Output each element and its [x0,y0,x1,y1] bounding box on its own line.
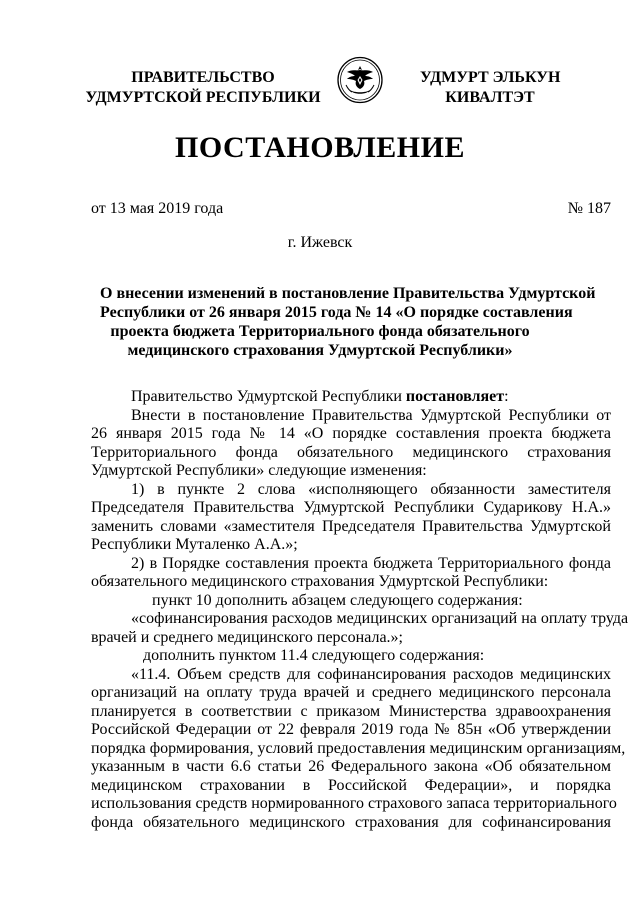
intro-colon: : [504,388,509,405]
body-line: организаций на оплату труда врачей и среднего медицинского персонала [91,684,611,701]
document-type-heading: ПОСТАНОВЛЕНИЕ [175,131,465,164]
body-line: Российской Федерации от 22 февраля 2019 года № 85н «Об утверждении [91,721,611,738]
document-title [100,284,596,360]
body-line: Территориального фонда обязательного медицинского страхования [91,443,611,461]
body-line: фонда обязательного медицинского страхования для софинансирования [91,813,611,831]
title-line: О внесении изменений в постановление Правительства Удмуртской [100,285,596,302]
header-right-line: КИВАЛТЭТ [445,89,535,106]
body-line: 1) в пункте 2 слова «исполняющего обязанности заместителя [131,480,611,498]
body-line: использования средств нормированного страхового запаса территориального [91,795,617,812]
title-line: медицинского страхования Удмуртской Республики» [127,342,513,359]
title-line: проекта бюджета Территориального фонда обязательного [110,323,530,340]
body-line: Внести в постановление Правительства Удмуртской Республики от [131,406,611,424]
body-line: 26 января 2015 года № 14 «О порядке составления проекта бюджета [91,425,611,442]
udmurt-coat-of-arms-icon [336,56,384,104]
body-line: обязательного медицинского страхования Удмуртской Республики: [91,573,549,590]
header-right-org [420,68,560,108]
document-city: г. Ижевск [287,234,353,251]
body-line: медицинском страховании в Российской Федерации», и порядка [91,776,611,794]
header-left-line: УДМУРТСКОЙ РЕСПУБЛИКИ [85,89,321,106]
body-line: порядка формирования, условий предоставления медицинским организациям, [91,739,626,757]
document-number: № 187 [567,200,611,217]
body-line: дополнить пунктом 11.4 следующего содержания: [143,647,485,664]
body-line: «софинансирования расходов медицинских организаций на оплату труда [131,610,629,627]
body-line: Председателя Правительства Удмуртской Республики Сударикову Н.А.» [91,499,611,516]
document-body [91,388,629,832]
body-line: заменить словами «заместителя Председателя Правительства Удмуртской [91,517,611,535]
header-left-org [84,68,322,108]
body-line: планируется в соответствии с приказом Министерства здравоохранения [91,702,611,720]
intro-text: Правительство Удмуртской Республики [131,388,406,405]
body-line: пункт 10 дополнить абзацем следующего содержания: [152,591,523,609]
body-line: указанным в части 6.6 статьи 26 Федерального закона «Об обязательном [91,758,611,775]
intro-verb: постановляет [405,388,505,405]
body-line: «11.4. Объем средств для софинансирования расходов медицинских [131,665,611,683]
body-line: Удмуртской Республики» следующие изменения: [91,462,427,479]
date-number-line [91,199,611,219]
document-date: от 13 мая 2019 года [91,200,224,217]
body-line: врачей и среднего медицинского персонала.»; [91,628,403,646]
body-line: 2) в Порядке составления проекта бюджета Территориального фонда [131,554,611,572]
header-right-line: УДМУРТ ЭЛЬКУН [420,69,561,86]
body-intro-line [91,388,611,407]
title-line: Республики от 26 января 2015 года № 14 «О порядке составления [100,304,573,321]
body-line: Республики Муталенко А.А.»; [91,536,298,553]
header-left-line: ПРАВИТЕЛЬСТВО [131,69,275,86]
